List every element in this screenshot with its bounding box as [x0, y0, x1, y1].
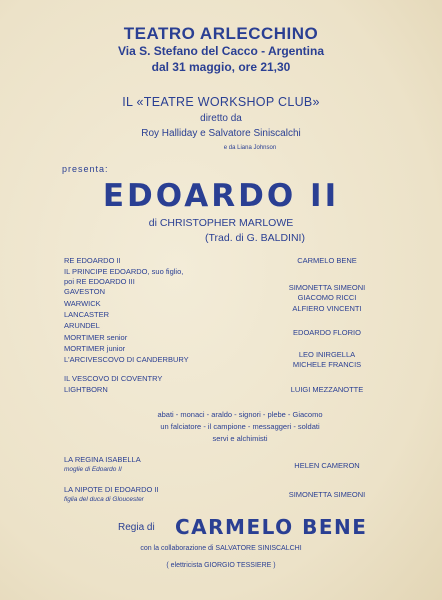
cast-actor: LUIGI MEZZANOTTE [290, 385, 364, 394]
cast-role-description: moglie di Edoardo II [64, 466, 122, 473]
cast-actor: CARMELO BENE [297, 256, 357, 265]
cast-role: LA REGINA ISABELLA [64, 455, 141, 464]
assistant-credit: e da Liana Johnson [223, 145, 277, 151]
cast-role: LIGHTBORN [64, 385, 108, 394]
extras-line: abati - monaci - araldo - signori - plebe - Giacomo [157, 410, 323, 419]
cast-actor: EDOARDO FLORIO [293, 328, 361, 337]
direction-label: Regia di [118, 522, 155, 533]
play-title: EDOARDO II [102, 178, 340, 214]
cast-role: poi RE EDOARDO III [64, 277, 135, 286]
collaboration-credit: con la collaborazione di SALVATORE SINISCALCHI [140, 545, 302, 552]
play-author: di CHRISTOPHER MARLOWE [148, 217, 294, 229]
electrician-credit: ( elettricista GIORGIO TESSIERE ) [166, 562, 276, 569]
theatre-address: Via S. Stefano del Cacco - Argentina [117, 44, 325, 58]
cast-role: L'ARCIVESCOVO DI CANDERBURY [64, 355, 189, 364]
cast-actor: LEO INIRGELLA [298, 350, 356, 359]
company-name: IL «TEATRE WORKSHOP CLUB» [122, 95, 320, 109]
performance-date: dal 31 maggio, ore 21,30 [151, 60, 291, 74]
cast-actor: SIMONETTA SIMEONI [288, 490, 366, 499]
cast-role: ARUNDEL [64, 321, 100, 330]
cast-role: MORTIMER senior [64, 333, 128, 342]
directed-by-label: diretto da [200, 113, 242, 124]
cast-role: IL PRINCIPE EDOARDO, suo figlio, [64, 267, 184, 276]
cast-role: GAVESTON [64, 287, 105, 296]
director-name: CARMELO BENE [175, 515, 368, 539]
cast-actor: HELEN CAMERON [294, 461, 360, 470]
cast-actor: GIACOMO RICCI [297, 293, 357, 302]
theatre-name: TEATRO ARLECCHINO [123, 24, 319, 43]
presents-label: presenta: [62, 164, 109, 174]
play-translation: (Trad. di G. BALDINI) [205, 232, 305, 244]
cast-role: LANCASTER [64, 310, 110, 319]
company-directors: Roy Halliday e Salvatore Siniscalchi [141, 128, 301, 139]
cast-role: IL VESCOVO DI COVENTRY [64, 374, 163, 383]
cast-actor: MICHELE FRANCIS [292, 360, 362, 369]
cast-actor: ALFIERO VINCENTI [292, 304, 362, 313]
cast-role: RE EDOARDO II [64, 256, 121, 265]
cast-actor: SIMONETTA SIMEONI [288, 283, 366, 292]
cast-role-description: figlia del duca di Gloucester [64, 496, 144, 503]
cast-role: LA NIPOTE DI EDOARDO II [64, 485, 159, 494]
extras-line: un falciatore - il campione - messaggeri - soldati [160, 422, 320, 431]
extras-line: servi e alchimisti [212, 434, 268, 443]
cast-role: WARWICK [64, 299, 101, 308]
cast-role: MORTIMER junior [64, 344, 126, 353]
